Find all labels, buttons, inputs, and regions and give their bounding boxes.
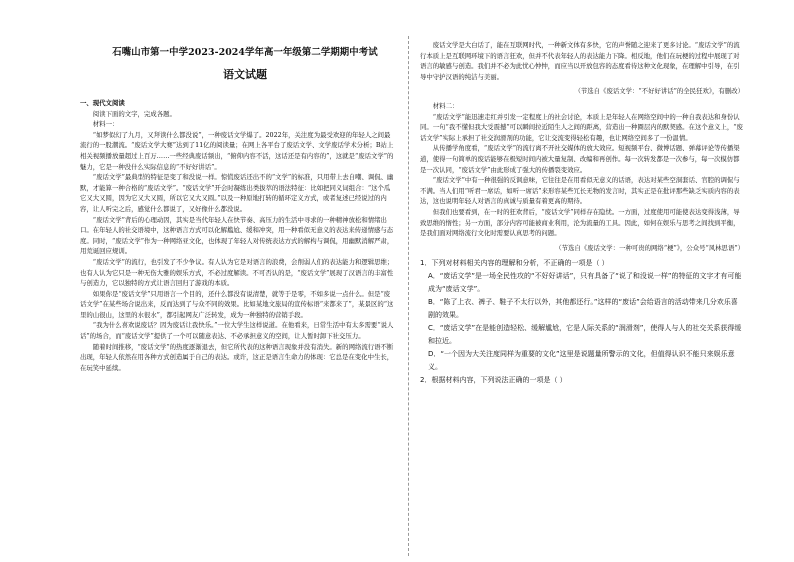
option-b: B．“陈了上衣、裤子、鞋子不太行以外，其他都还行。”这样的“废话”会给语言的活动带来几分欢乐喜剧的效果。 [428,298,738,320]
question-stem: 1．下列对材料相关内容的理解和分析，不正确的一项是（ ） [420,259,609,268]
source-citation: （节选自《废话文学：“不好好讲话”的全民狂欢》，有删改） [574,87,744,96]
source-citation: （节选自《废话文学：一种可贵的网络“梗”》，公众号“风林思语”） [555,243,744,252]
question-block [420,257,744,387]
paragraph: 随着时间推移，“废话文学”的热度逐渐退去，但它所代表的这种语言现象并没有消失。新的网络流行语不断出现，年轻人依然在用各种方式创造属于自己的表达。或许，这正是语言生命力的体现：它总是在变化中生长，在玩笑中延续。 [80,342,394,372]
paragraph: 但我们也要看到，在一时的狂欢背后，“废话文学”同样存在隐忧。一方面，过度使用可能使表达变得浅薄，导致思维的惰性；另一方面，部分内容可能被商业利用，沦为流量的工具。因此，如何在娱乐与思考之间找到平衡，是我们面对网络流行文化时需要认真思考的问题。 [420,207,740,238]
left-column [80,98,396,373]
paragraph: 从传播学角度看，“废话文学”的流行离不开社交媒体的放大效应。短视频平台、微博话题、弹幕评论等传播渠道，使得一句简单的废话能够在极短时间内被大量复制、改编和再创作。每一次转发都是一次参与，每一次模仿都是一次认同，“废话文学”由此形成了强大的传播裂变效应。 [420,144,740,174]
option-d: D．“一个因为大关注度同样为重要的文化”这里是说题量所警示的文化，但值得认识不能只来娱乐意义。 [428,350,735,372]
column-divider [408,36,409,556]
material1-label: 材料一： [92,120,119,129]
material2-label: 材料二： [432,101,459,110]
paragraph: “废话文学”背后的心理动因，其实是当代年轻人在快节奏、高压力的生活中寻求的一种精神放松和情绪出口。在年轻人的社交语境中，这种语言方式可以化解尴尬、缓和冲突，用一种看似无意义的表达来传递情感与态度。同时，“废话文学”作为一种网络亚文化，也体现了年轻人对传统表达方式的解构与调侃，用幽默消解严肃，用荒诞回应规训。 [80,215,394,256]
right-column [420,40,744,387]
paragraph: “废话文学”能迅速走红并引发一定程度上的社会讨论，本质上是年轻人在网络空间中的一种自我表达和身份认同。一句“我不懂但我大受震撼”可以瞬间拉近陌生人之间的距离，营造出一种圈层内的默契感。在这个意义上，“废话文学”实际上承担了社交润滑剂的功能，它让交流变得轻松有趣，也让网络空间多了一份温情。 [420,112,743,142]
question-stem: 2．根据材料内容，下列说法正确的一项是（ ） [420,376,567,385]
paragraph: “废话文学”中有一种很强的反讽意味，它往往是在用看似无意义的话语，表达对某些空洞套话、官腔的调侃与不满。当人们用“听君一席话，如听一席话”来形容某些冗长无物的发言时，其实正是在批评那些缺乏实质内容的表达，这也说明年轻人对语言的真诚与质量有着更高的期待。 [420,176,740,206]
paragraph: “如梦似幻了九月，又拜读什么都没说”，一种废话文学爆了。2022年，关注度为最受欢迎的年轻人之间最流行的一股潮流。“废话文学大赛”达到了11亿的阅读量；在网上各平台了废话文学、文学废话学术分析；B站上相关视频播放量超过上百万……一些经典废话频出，“俯仰内容不活，这话还是有内容的”，这就是“废话文学”的魅力，它是一种没什么实际信息的“不好好讲话”。 [80,130,394,171]
section-heading: 一、现代文阅读 [80,99,125,107]
option-a: A．“废话文学”是一场全民性攻的“不好好讲话”，只有具备了“说了和没说一样”的特征的文字才有可能成为“废话文学”。 [428,272,742,294]
exam-subtitle: 语文试题 [223,68,267,81]
paragraph: 如果你是“废话文学”只用语言一个目的，还什么都没有说清楚，就等于是零，不如多说一点什么。但是“废话文学”在某些场合说出来，反而达到了与众不同的效果。比如某地文旅局的宣传标语“来都来了”，某景区的“这里的山很山，这里的水很水”，都引起网友广泛转发，成为一种独特的营销手段。 [80,289,394,319]
option-c: C．“废话文学”在是能创造轻松、缓解尴尬，它是人际关系的“润滑剂”，使得人与人的社交关系获得缓和拉近。 [428,324,742,346]
exam-title: 石嘴山市第一中学2023-2024学年高一年级第二学期期中考试 [112,47,378,58]
paragraph: 废话文学是大白话了，能在互联网时代，一种新文体有多快，它的声誉随之迎来了更多讨论。“废话文学”的流行本质上是互联网环境下的语言狂欢，但并不代表年轻人的表达能力下降。相反地，他们在玩梗的过程中展现了对语言的敏感与创造。我们并不必为此忧心忡忡，而应当以开放包容的态度看待这种文化现象，在理解中引导，在引导中守护汉语的纯洁与美丽。 [420,41,740,81]
paragraph: “我为什么喜欢说废话？因为废话让我快乐。”一位大学生这样说道。在他看来，日常生活中有太多需要“说人话”的场合，而“废话文学”提供了一个可以随意表达、不必承担意义的空间，让人暂时卸下社交压力。 [80,321,394,341]
paragraph: “废话文学”最典型的特征是变了和没说一样。惊慌废话还出不的“文学”的标准，只用带上去自嘲、调侃、幽默，才能算一种合格的“废话文学”。“废话文学”开会时凝练出类拔萃的语法特征：比如把同义词组合：“这个瓜它又大又圆，因为它又大又圆，所以它又大又圆。”以及一种原地打转的循环定义方式，或者复述已经说过的内容，让人听完之后，感觉什么都说了，又好像什么都没说。 [80,173,394,213]
instruction: 阅读下面的文字，完成各题。 [92,109,176,118]
paragraph: “废话文学”的流行，也引发了不少争议。有人认为它是对语言的浪费，会削弱人们的表达能力和逻辑思维；也有人认为它只是一种无伤大雅的娱乐方式，不必过度解读。不可否认的是，“废话文学”展现了汉语言的丰富性与创造力，它以独特的方式让语言回归了游戏的本质。 [80,257,394,288]
